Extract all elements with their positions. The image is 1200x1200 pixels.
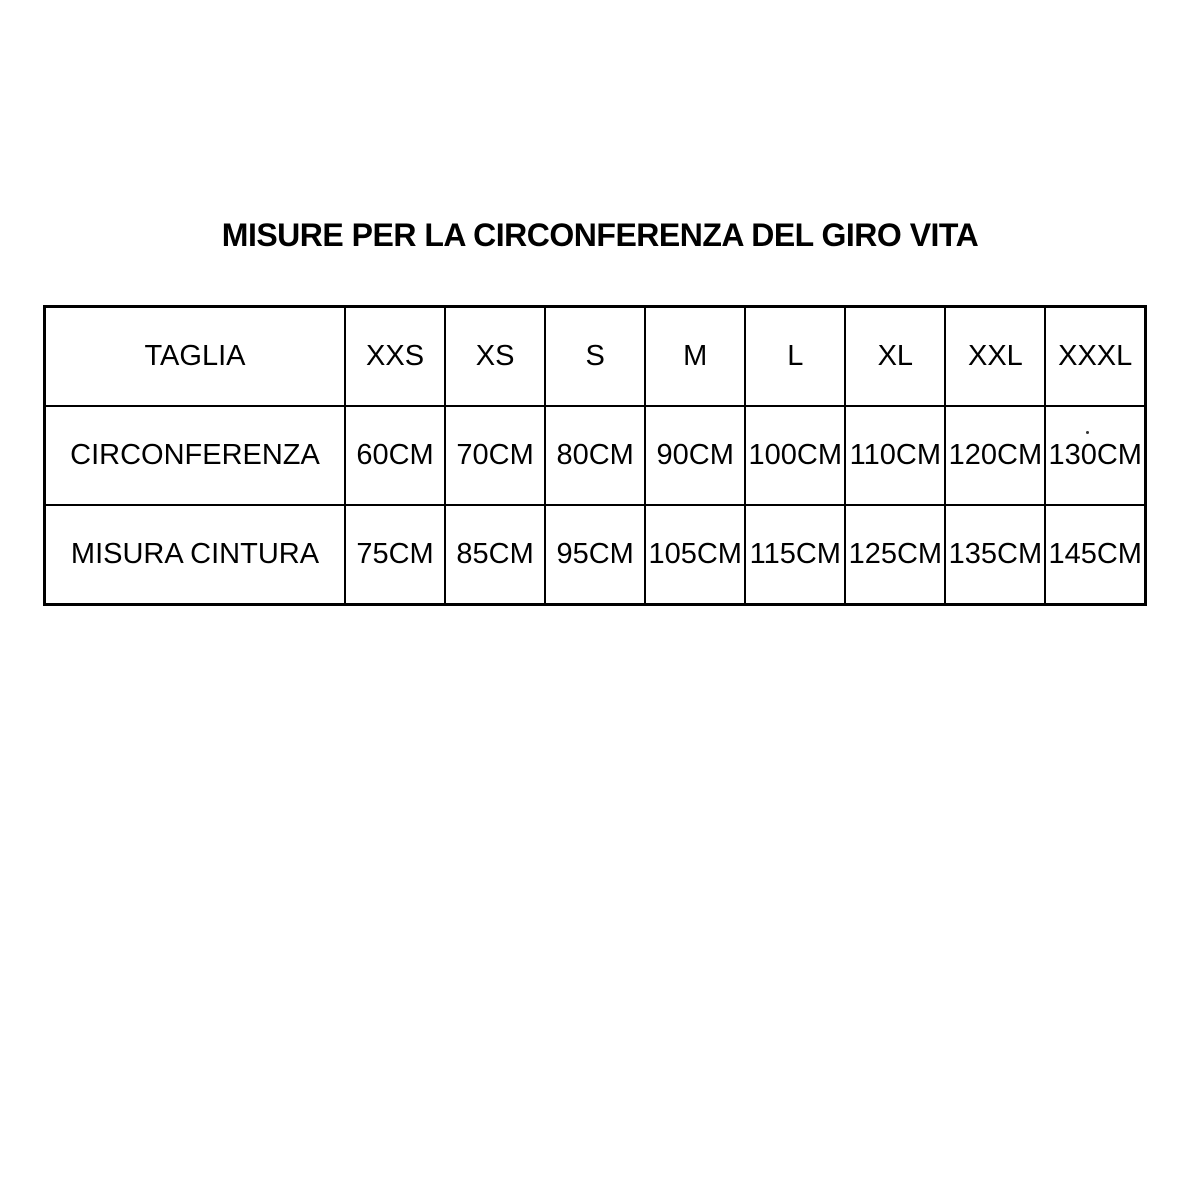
- misura-cintura-value-xxl: 135CM: [945, 505, 1045, 605]
- header-cell-xxs: XXS: [345, 307, 445, 407]
- circonferenza-value-xl: 110CM: [845, 406, 945, 505]
- misura-cintura-value-xl: 125CM: [845, 505, 945, 605]
- misura-cintura-value-s: 95CM: [545, 505, 645, 605]
- header-cell-l: L: [745, 307, 845, 407]
- row-label-circonferenza: CIRCONFERENZA: [45, 406, 346, 505]
- circonferenza-value-xxs: 60CM: [345, 406, 445, 505]
- page-title: MISURE PER LA CIRCONFERENZA DEL GIRO VITA: [221, 217, 979, 253]
- row-label-misura-cintura: MISURA CINTURA: [45, 505, 346, 605]
- misura-cintura-value-l: 115CM: [745, 505, 845, 605]
- circonferenza-value-xs: 70CM: [445, 406, 545, 505]
- misura-cintura-value-xxs: 75CM: [345, 505, 445, 605]
- header-cell-xl: XL: [845, 307, 945, 407]
- header-cell-s: S: [545, 307, 645, 407]
- size-chart-table: [43, 305, 1147, 606]
- misura-cintura-value-m: 105CM: [645, 505, 745, 605]
- header-cell-xs: XS: [445, 307, 545, 407]
- circonferenza-value-m: 90CM: [645, 406, 745, 505]
- circonferenza-value-xxl: 120CM: [945, 406, 1045, 505]
- circonferenza-value-xxxl: 130CM: [1045, 406, 1145, 505]
- table-header-row: [45, 307, 1146, 407]
- circonferenza-value-l: 100CM: [745, 406, 845, 505]
- speck-artifact: [1086, 431, 1089, 434]
- table-row-circonferenza: [45, 406, 1146, 505]
- misura-cintura-value-xxxl: 145CM: [1045, 505, 1145, 605]
- header-cell-xxl: XXL: [945, 307, 1045, 407]
- misura-cintura-value-xs: 85CM: [445, 505, 545, 605]
- header-cell-taglia: TAGLIA: [45, 307, 346, 407]
- table-row-misura-cintura: [45, 505, 1146, 605]
- header-cell-m: M: [645, 307, 745, 407]
- circonferenza-value-s: 80CM: [545, 406, 645, 505]
- header-cell-xxxl: XXXL: [1045, 307, 1145, 407]
